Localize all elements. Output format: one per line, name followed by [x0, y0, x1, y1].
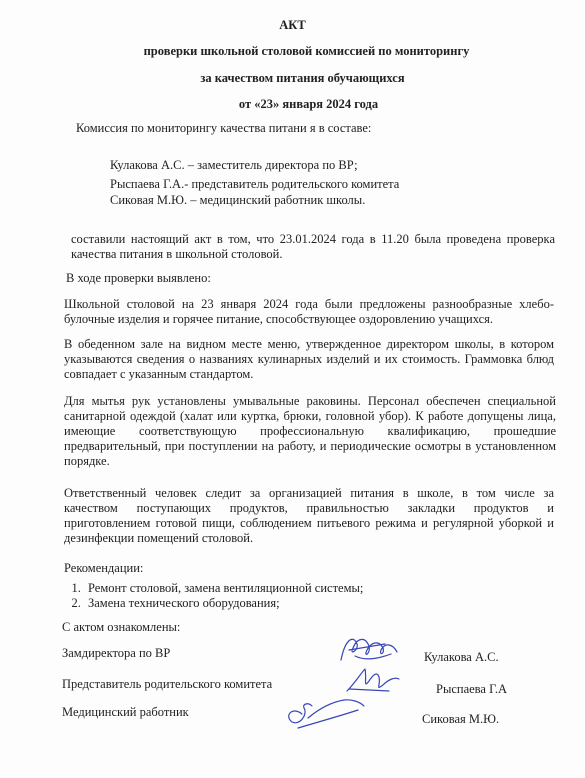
recommendations-label: Рекомендации: — [64, 561, 144, 575]
paragraph-findings-intro — [71, 232, 555, 262]
paragraph-line: булочные изделия и горячее питание, способствующее оздоровлению учащихся. — [64, 312, 494, 326]
paragraph-line: санитарной одеждой (халат или куртка, брюки, головной убор). К работе допущены лица, — [64, 409, 556, 423]
document-date: от «23» января 2024 года — [238, 97, 379, 111]
paragraph-line: предварительный, при поступлении на работу, и периодические осмотры в установленном — [64, 439, 556, 453]
paragraph-detected: В ходе проверки выявлено: — [66, 271, 211, 285]
paragraph-line: указываются сведения о названиях кулинарных изделий и их стоимость. Граммовка блюд — [64, 352, 554, 366]
member-3: Сиковая М.Ю. – медицинский работник школы. — [110, 193, 366, 207]
paragraph-line: Ответственный человек следит за организацией питания в школе, в том числе за — [64, 486, 554, 500]
document-subtitle-line-2: за качеством питания обучающихся — [200, 71, 405, 85]
acquainted-label: С актом ознакомлены: — [62, 620, 181, 634]
paragraph-line: приготовлением готовой пищи, соблюдением питьевого режима и регулярной уборкой и — [64, 516, 554, 530]
document-title: АКТ — [279, 18, 306, 32]
document-subtitle-line-1: проверки школьной столовой комиссией по мониторингу — [143, 44, 470, 58]
paragraph-staff-hygiene — [64, 394, 556, 469]
paragraph-line: составили настоящий акт в том, что 23.01.2024 года в 11.20 была проведена проверка — [71, 232, 555, 246]
paragraph-line: качества питания в школьной столовой. — [71, 247, 283, 261]
paragraph-line: Для мытья рук установлены умывальные раковины. Персонал обеспечен специальной — [64, 394, 556, 408]
signatory-name-2: Рыспаева Г.А — [436, 682, 508, 696]
signatory-role-3: Медицинский работник — [62, 705, 189, 719]
signatory-role-2: Представитель родительского комитета — [62, 677, 273, 691]
member-2: Рыспаева Г.А.- представитель родительского комитета — [110, 177, 400, 191]
signatory-name-3: Сиковая М.Ю. — [422, 712, 500, 726]
commission-intro: Комиссия по мониторингу качества питани я в составе: — [76, 121, 372, 135]
paragraph-line: имеющие соответствующую профессиональную квалификацию, прошедшие — [64, 424, 556, 438]
paragraph-line: порядке. — [64, 454, 110, 468]
signatory-name-1: Кулакова А.С. — [424, 650, 499, 664]
paragraph-line: Школьной столовой на 23 января 2024 года были предложены разнообразные хлебо- — [64, 297, 554, 311]
paragraph-responsible-person — [64, 486, 554, 546]
paragraph-line: совпадает с указанным стандартом. — [64, 367, 254, 381]
member-1: Кулакова А.С. – заместитель директора по ВР; — [110, 158, 358, 172]
paragraph-line: качеством поступающих продуктов, правильностью закладки продуктов и — [64, 501, 554, 515]
signatory-role-1: Замдиректора по ВР — [62, 646, 171, 660]
paragraph-dining-hall — [64, 337, 554, 382]
signature-sikovaya — [278, 694, 368, 734]
recommendation-item: 1. Ремонт столовой, замена вентиляционной системы; — [84, 581, 363, 596]
signature-kulakova — [335, 630, 405, 670]
paragraph-line: В обеденном зале на видном месте меню, утвержденное директором школы, в котором — [64, 337, 554, 351]
recommendation-item: 2. Замена технического оборудования; — [84, 596, 363, 611]
paragraph-line: дезинфекции помещений столовой. — [64, 531, 254, 545]
recommendations-list — [62, 581, 363, 611]
paragraph-menu-offered — [64, 297, 554, 327]
